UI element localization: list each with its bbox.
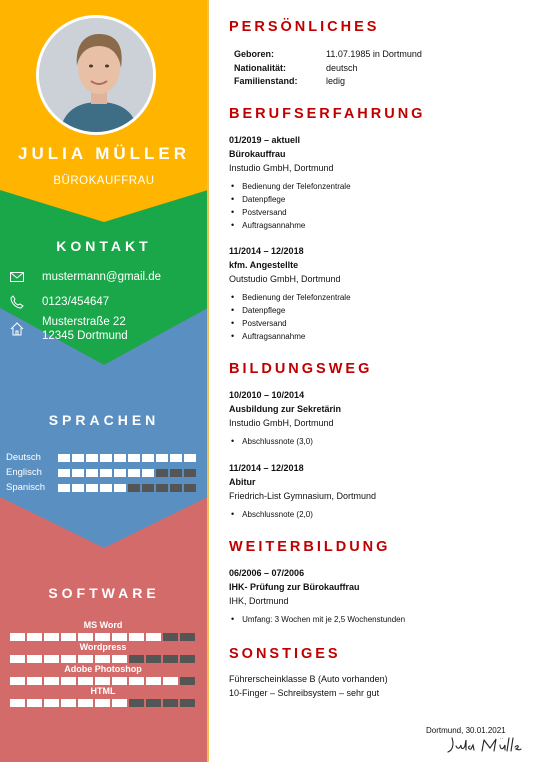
level-segment (100, 484, 112, 492)
entry-date: 10/2010 – 10/2014 (229, 390, 305, 400)
other-line: Führerscheinklasse B (Auto vorhanden) (229, 674, 388, 684)
entry-position: Abitur (229, 477, 256, 487)
entry-bullet: • Auftragsannahme (231, 220, 305, 230)
level-segment (27, 677, 42, 685)
svg-text:..: .. (500, 735, 504, 741)
entry-position: kfm. Angestellte (229, 260, 299, 270)
software-label: Wordpress (79, 642, 127, 652)
level-segment (10, 677, 25, 685)
level-segment (10, 633, 25, 641)
level-segment (44, 655, 59, 663)
phone-icon (10, 295, 30, 309)
entry-bullet: • Postversand (231, 318, 287, 328)
level-segment (142, 454, 154, 462)
software-label: Adobe Photoshop (64, 664, 142, 674)
level-segment (61, 699, 76, 707)
divider-line (207, 0, 209, 762)
entry-company: Instudio GmbH, Dortmund (229, 163, 334, 173)
personal-key: Familienstand: (234, 76, 298, 86)
level-segment (27, 633, 42, 641)
city-text: 12345 Dortmund (42, 330, 128, 342)
contact-title: KONTAKT (56, 238, 152, 254)
person-role: BÜROKAUFFRAU (53, 175, 155, 187)
level-segment (170, 469, 182, 477)
entry-date: 11/2014 – 12/2018 (229, 246, 304, 256)
level-segment (58, 454, 70, 462)
level-segment (156, 454, 168, 462)
level-segment (95, 677, 110, 685)
level-segment (27, 655, 42, 663)
entry-date: 01/2019 – aktuell (229, 135, 301, 145)
signature-place-date: Dortmund, 30.01.2021 (426, 726, 506, 735)
level-segment (58, 484, 70, 492)
level-segment (163, 655, 178, 663)
level-segment (10, 655, 25, 663)
software-label: HTML (90, 686, 116, 696)
level-segment (156, 469, 168, 477)
entry-bullet: • Auftragsannahme (231, 331, 305, 341)
level-segment (128, 484, 140, 492)
entry-date: 11/2014 – 12/2018 (229, 463, 304, 473)
software-level-bar (10, 633, 197, 641)
level-segment (61, 655, 76, 663)
section-education-title: BILDUNGSWEG (229, 361, 373, 377)
mail-icon (10, 270, 30, 284)
person-name: JULIA MÜLLER (17, 144, 191, 163)
software-level-bar (10, 655, 197, 663)
level-segment (129, 633, 144, 641)
level-segment (44, 633, 59, 641)
level-segment (184, 454, 196, 462)
level-segment (146, 677, 161, 685)
home-icon (10, 315, 30, 343)
level-segment (180, 677, 195, 685)
section-other-title: SONSTIGES (229, 646, 341, 662)
level-segment (100, 469, 112, 477)
level-segment (114, 484, 126, 492)
phone-text: 0123/454647 (42, 296, 110, 308)
entry-bullet: • Abschlussnote (2,0) (231, 509, 313, 519)
level-segment (142, 469, 154, 477)
software-level-bar (10, 699, 197, 707)
street-text: Musterstraße 22 (42, 316, 126, 328)
entry-bullet: • Abschlussnote (3,0) (231, 436, 313, 446)
personal-key: Geboren: (234, 49, 275, 59)
level-segment (44, 677, 59, 685)
level-segment (86, 484, 98, 492)
level-segment (129, 655, 144, 663)
personal-value: ledig (326, 76, 346, 86)
level-segment (142, 484, 154, 492)
level-segment (61, 677, 76, 685)
contact-phone (10, 295, 109, 309)
languages-title: SPRACHEN (48, 412, 160, 428)
level-segment (100, 454, 112, 462)
level-segment (10, 699, 25, 707)
language-row (6, 467, 198, 478)
level-segment (128, 469, 140, 477)
entry-company: IHK, Dortmund (229, 596, 289, 606)
software-level-bar (10, 677, 197, 685)
entry-bullet: • Postversand (231, 207, 287, 217)
level-segment (163, 633, 178, 641)
profile-photo (36, 15, 156, 135)
level-segment (61, 633, 76, 641)
software-title: SOFTWARE (48, 585, 160, 601)
contact-email (10, 270, 161, 284)
language-row (6, 482, 198, 493)
level-segment (184, 469, 196, 477)
level-segment (156, 484, 168, 492)
level-segment (180, 699, 195, 707)
entry-company: Friedrich-List Gymnasium, Dortmund (229, 491, 377, 501)
level-segment (86, 454, 98, 462)
language-level-bar (58, 484, 198, 492)
level-segment (112, 655, 127, 663)
level-segment (184, 484, 196, 492)
email-text: mustermann@gmail.de (42, 271, 162, 283)
level-segment (114, 454, 126, 462)
level-segment (72, 469, 84, 477)
level-segment (95, 699, 110, 707)
level-segment (170, 454, 182, 462)
level-segment (163, 699, 178, 707)
entry-company: Instudio GmbH, Dortmund (229, 418, 334, 428)
level-segment (95, 655, 110, 663)
level-segment (27, 699, 42, 707)
level-segment (95, 633, 110, 641)
level-segment (146, 699, 161, 707)
section-training-title: WEITERBILDUNG (229, 539, 391, 555)
language-level-bar (58, 454, 198, 462)
level-segment (128, 454, 140, 462)
software-label: MS Word (83, 620, 123, 630)
language-row (6, 452, 198, 463)
entry-position: Bürokauffrau (229, 149, 286, 159)
level-segment (170, 484, 182, 492)
level-segment (72, 454, 84, 462)
level-segment (78, 655, 93, 663)
handwritten-signature (446, 734, 522, 756)
other-line: 10-Finger – Schreibsystem – sehr gut (229, 688, 380, 698)
entry-company: Outstudio GmbH, Dortmund (229, 274, 341, 284)
level-segment (78, 699, 93, 707)
entry-bullet: • Umfang: 3 Wochen mit je 2,5 Wochenstunden (231, 614, 405, 624)
personal-value: 11.07.1985 in Dortmund (326, 49, 422, 59)
entry-bullet: • Datenpflege (231, 194, 285, 204)
entry-bullet: • Datenpflege (231, 305, 285, 315)
contact-address (10, 315, 128, 343)
level-segment (180, 633, 195, 641)
language-label: Deutsch (6, 452, 41, 463)
level-segment (163, 677, 178, 685)
language-level-bar (58, 469, 198, 477)
personal-key: Nationalität: (234, 63, 287, 73)
level-segment (129, 677, 144, 685)
sidebar (0, 0, 208, 762)
level-segment (146, 633, 161, 641)
level-segment (78, 677, 93, 685)
language-label: Englisch (6, 467, 42, 478)
section-experience-title: BERUFSERFAHRUNG (229, 106, 426, 122)
level-segment (180, 655, 195, 663)
level-segment (112, 699, 127, 707)
entry-bullet: • Bedienung der Telefonzentrale (231, 292, 351, 302)
level-segment (112, 677, 127, 685)
level-segment (44, 699, 59, 707)
level-segment (114, 469, 126, 477)
entry-date: 06/2006 – 07/2006 (229, 568, 305, 578)
level-segment (129, 699, 144, 707)
level-segment (58, 469, 70, 477)
level-segment (78, 633, 93, 641)
level-segment (146, 655, 161, 663)
personal-value: deutsch (326, 63, 358, 73)
level-segment (72, 484, 84, 492)
entry-position: Ausbildung zur Sekretärin (229, 404, 342, 414)
level-segment (112, 633, 127, 641)
level-segment (86, 469, 98, 477)
language-label: Spanisch (6, 482, 46, 493)
entry-position: IHK- Prüfung zur Bürokauffrau (229, 582, 360, 592)
section-personal-title: PERSÖNLICHES (229, 19, 380, 35)
entry-bullet: • Bedienung der Telefonzentrale (231, 181, 351, 191)
